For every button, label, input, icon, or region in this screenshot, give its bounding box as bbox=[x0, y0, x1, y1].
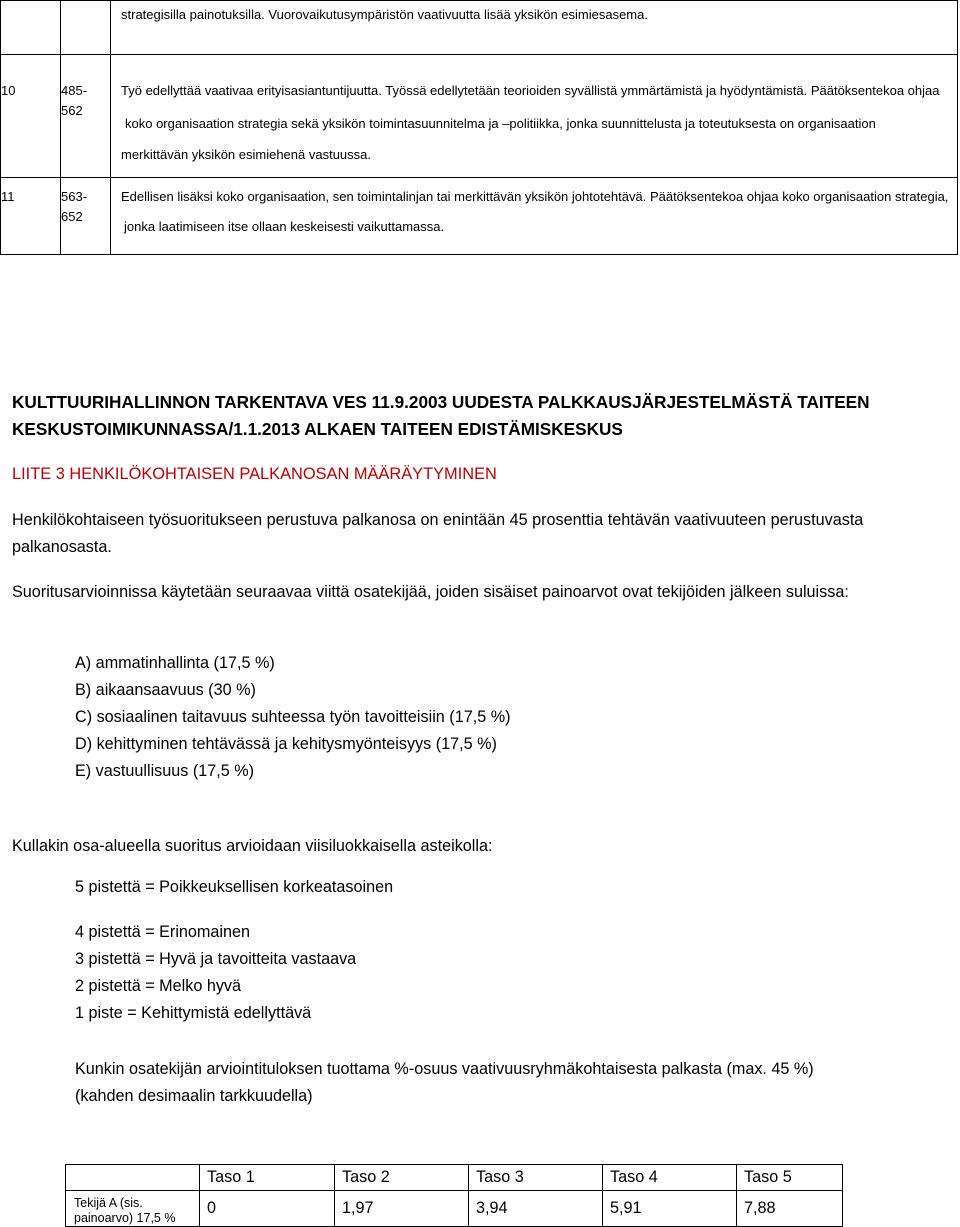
level-description-line: merkittävän yksikön esimiehenä vastuussa. bbox=[121, 147, 372, 162]
factor-item-e: E) vastuullisuus (17,5 %) bbox=[75, 762, 255, 780]
factor-item-a: A) ammatinhallinta (17,5 %) bbox=[75, 654, 275, 672]
document-heading-line-1: KULTTUURIHALLINNON TARKENTAVA VES 11.9.2003 UUDESTA PALKKAUSJÄRJESTELMÄSTÄ TAITEEN bbox=[12, 392, 870, 412]
factor-item-b: B) aikaansaavuus (30 %) bbox=[75, 681, 256, 699]
table-row bbox=[1, 55, 958, 178]
table-cell: 3,94 bbox=[469, 1191, 603, 1227]
scale-intro-paragraph: Kullakin osa-alueella suoritus arvioidaan viisiluokkaisella asteikolla: bbox=[12, 837, 493, 855]
table-header-cell: Taso 3 bbox=[469, 1165, 603, 1191]
scale-item-4: 4 pistettä = Erinomainen bbox=[75, 923, 251, 941]
table-header-row bbox=[66, 1165, 843, 1191]
points-range-start: 485- bbox=[61, 83, 88, 98]
table-row bbox=[1, 178, 958, 255]
points-range-start: 563- bbox=[61, 189, 88, 204]
factors-intro-paragraph: Suoritusarvioinnissa käytetään seuraavaa viittä osatekijää, joiden sisäiset painoarvot ovat tekijöiden jälkeen suluissa: bbox=[12, 583, 849, 601]
document-heading-line-2: KESKUSTOIMIKUNNASSA/1.1.2013 ALKAEN TAITEEN EDISTÄMISKESKUS bbox=[12, 419, 623, 439]
scale-item-2: 2 pistettä = Melko hyvä bbox=[75, 977, 242, 995]
percentage-paragraph: Kunkin osatekijän arviointituloksen tuottama %-osuus vaativuusryhmäkohtaisesta palkasta (max. 45 %) (kahden desimaalin tarkkuudella) bbox=[75, 1060, 814, 1105]
level-description-table bbox=[0, 0, 958, 255]
table-header-cell bbox=[66, 1165, 200, 1191]
points-range-end: 652 bbox=[61, 209, 83, 224]
table-row bbox=[1, 1, 958, 55]
level-description-line: Työ edellyttää vaativaa erityisasiantuntijuutta. Työssä edellytetään teorioiden syvällistä ymmärtämistä ja hyödyntämistä. Päätöksentekoa ohjaa bbox=[121, 83, 940, 98]
level-number: 11 bbox=[1, 189, 15, 204]
level-description-line: koko organisaation strategia sekä yksikön toimintasuunnitelma ja –politiikka, jonka suunnittelusta ja toteutuksesta on organisaation bbox=[125, 116, 876, 131]
table-cell: 7,88 bbox=[737, 1191, 843, 1227]
table-cell: 5,91 bbox=[603, 1191, 737, 1227]
table-header-cell: Taso 2 bbox=[335, 1165, 469, 1191]
level-percentage-table bbox=[65, 1164, 843, 1227]
table-row bbox=[66, 1191, 843, 1227]
level-description: strategisilla painotuksilla. Vuorovaikutusympäristön vaativuutta lisää yksikön esimiesasema. bbox=[121, 7, 648, 22]
table-header-cell: Taso 1 bbox=[200, 1165, 335, 1191]
row-label: Tekijä A (sis. painoarvo) 17,5 % bbox=[66, 1191, 200, 1227]
table-cell: 0 bbox=[200, 1191, 335, 1227]
scale-item-1: 1 piste = Kehittymistä edellyttävä bbox=[75, 1004, 312, 1022]
table-cell: 1,97 bbox=[335, 1191, 469, 1227]
level-number: 10 bbox=[1, 83, 16, 98]
scale-item-3: 3 pistettä = Hyvä ja tavoitteita vastaava bbox=[75, 950, 357, 968]
points-range-end: 562 bbox=[61, 103, 83, 118]
factor-item-c: C) sosiaalinen taitavuus suhteessa työn tavoitteisiin (17,5 %) bbox=[75, 708, 511, 726]
level-description-line: jonka laatimiseen itse ollaan keskeisesti vaikuttamassa. bbox=[124, 219, 445, 234]
table-header-cell: Taso 4 bbox=[603, 1165, 737, 1191]
level-description-line: Edellisen lisäksi koko organisaation, sen toimintalinjan tai merkittävän yksikön johtotehtävä. Päätöksentekoa ohjaa koko organisaation strategia, bbox=[121, 189, 949, 204]
appendix-title: LIITE 3 HENKILÖKOHTAISEN PALKANOSAN MÄÄRÄYTYMINEN bbox=[12, 465, 497, 483]
scale-item-5: 5 pistettä = Poikkeuksellisen korkeatasoinen bbox=[75, 878, 394, 896]
table-header-cell: Taso 5 bbox=[737, 1165, 843, 1191]
intro-paragraph: Henkilökohtaiseen työsuoritukseen perustuva palkanosa on enintään 45 prosenttia tehtävän vaativuuteen perustuvasta palkanosasta. bbox=[12, 511, 864, 556]
factor-item-d: D) kehittyminen tehtävässä ja kehitysmyönteisyys (17,5 %) bbox=[75, 735, 497, 753]
